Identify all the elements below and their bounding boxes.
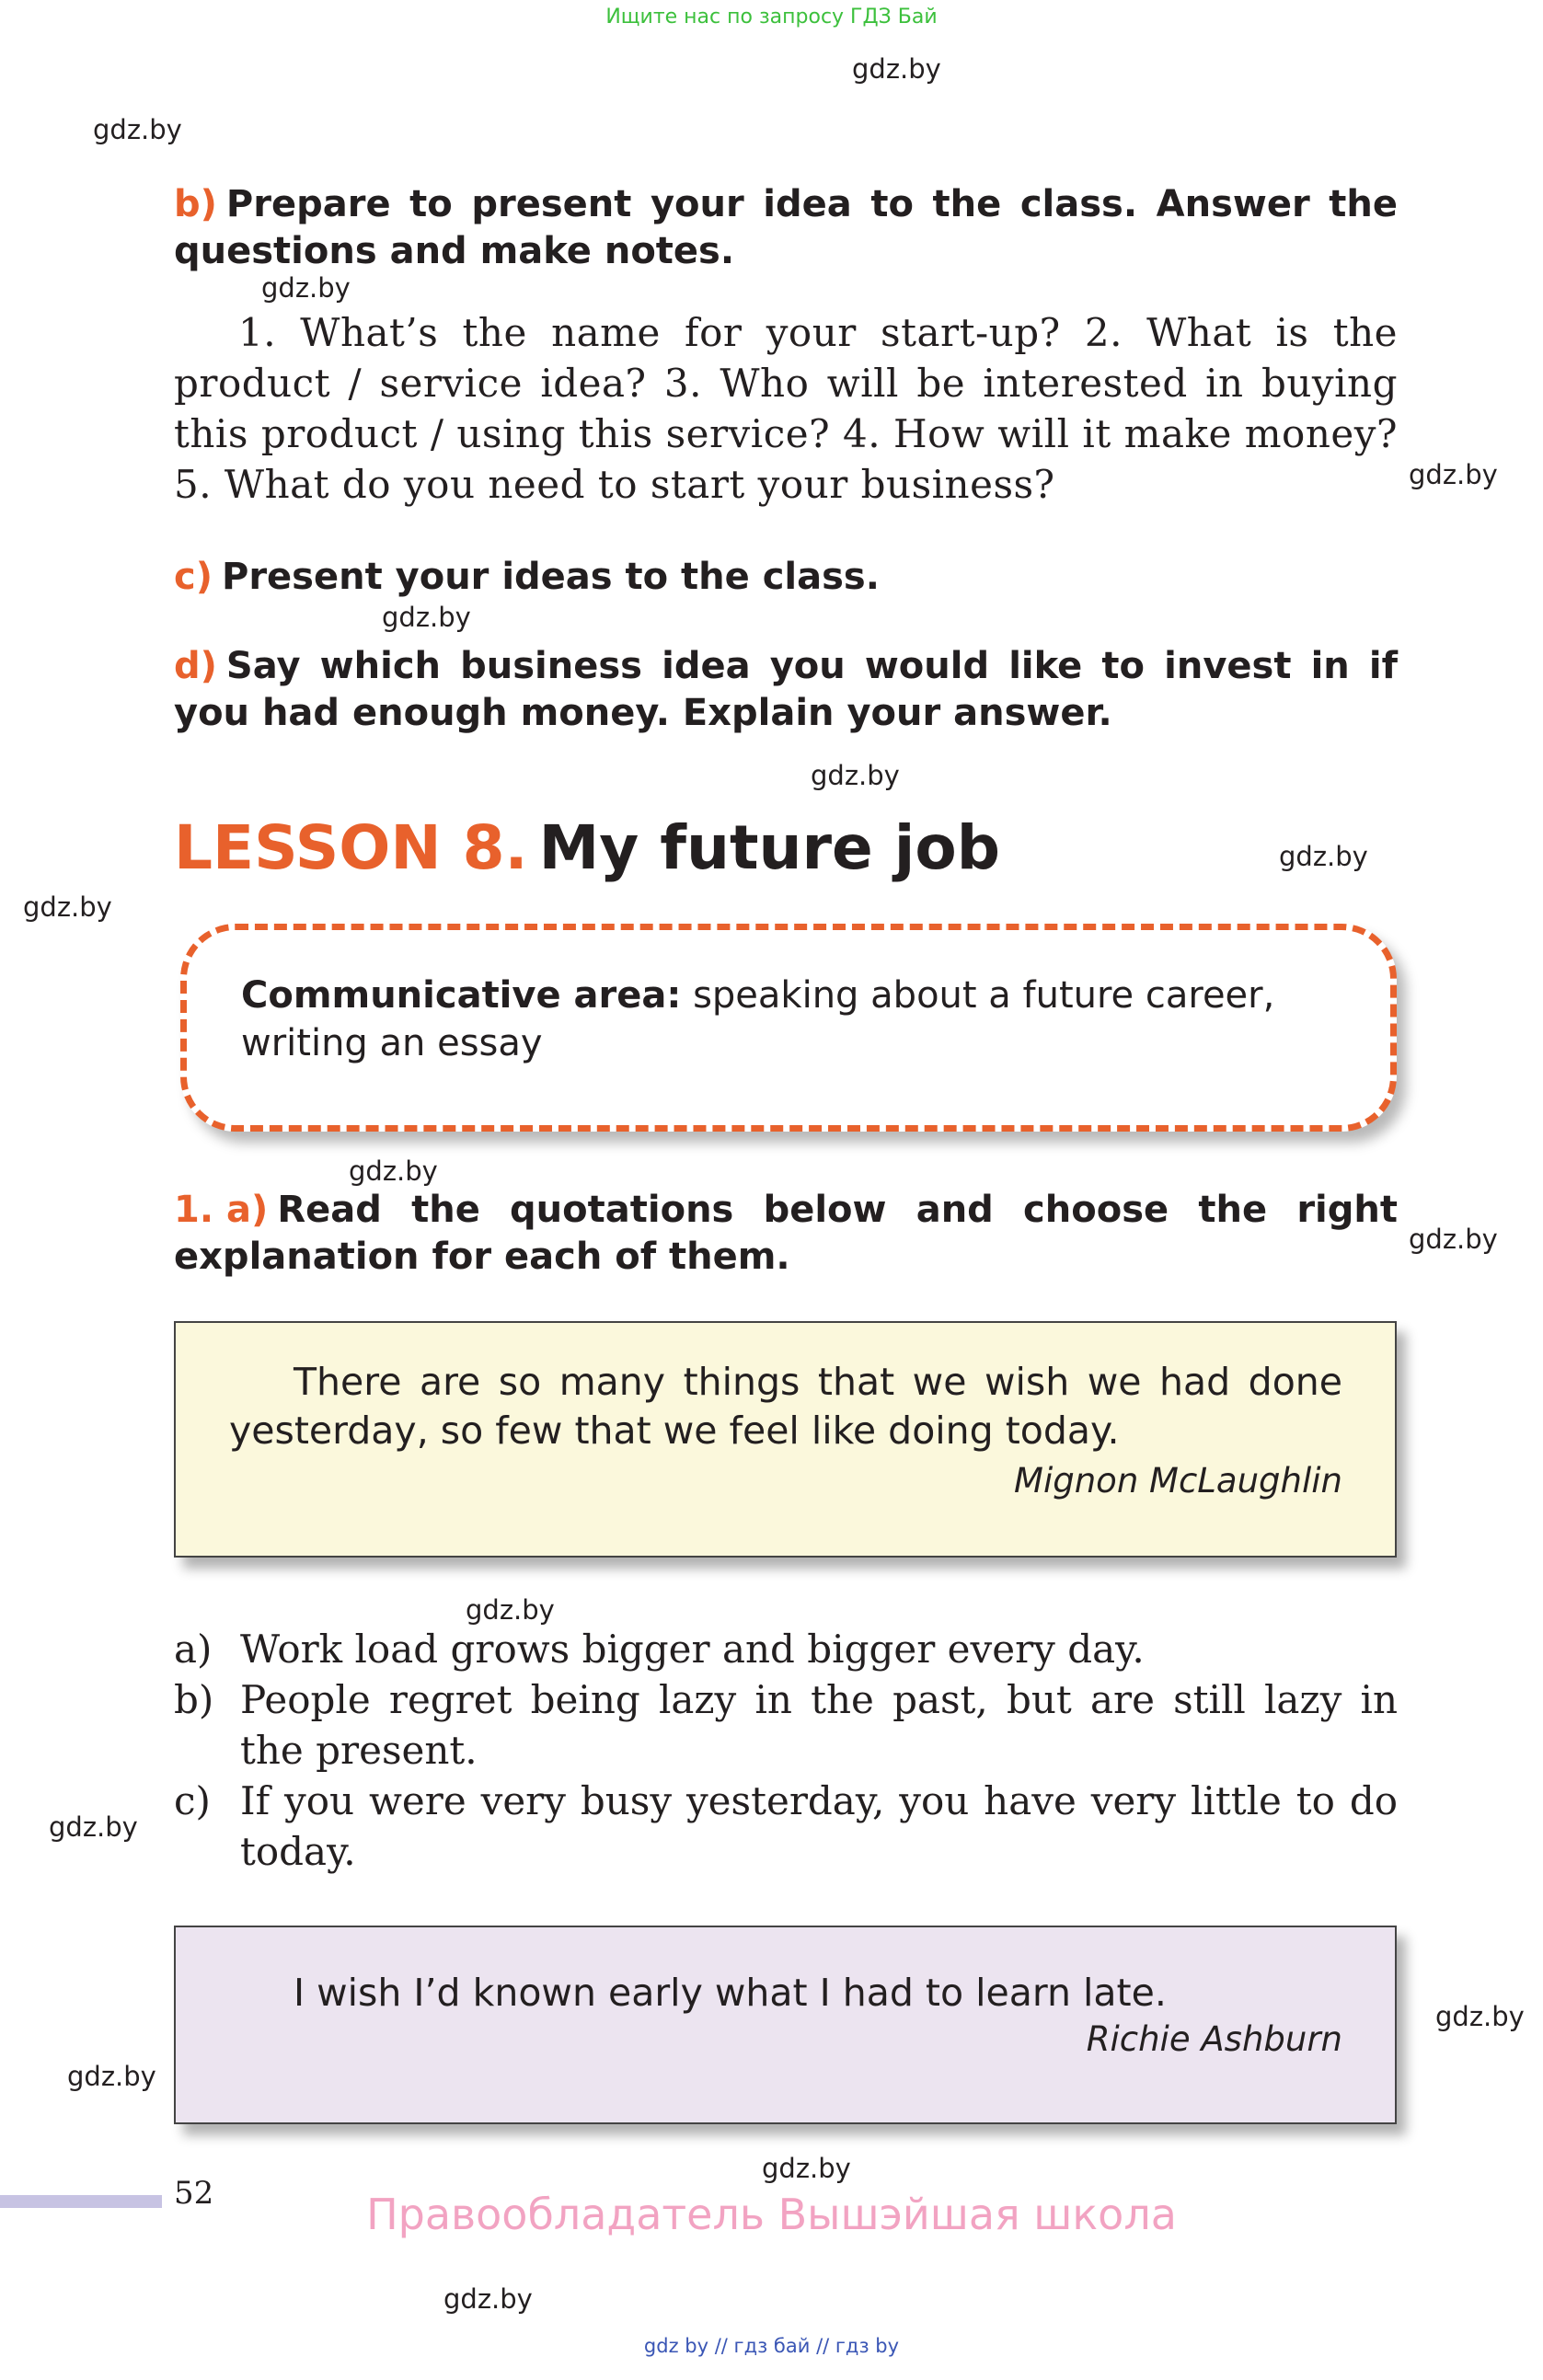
exercise-letter: a)	[226, 1189, 269, 1231]
option-b	[174, 1674, 1398, 1776]
communicative-area-description: speaking about a future career, writing an essay	[241, 974, 1275, 1064]
option-text: Work load grows bigger and bigger every day.	[240, 1627, 1145, 1672]
watermark: gdz.by	[762, 2153, 851, 2184]
watermark: gdz.by	[382, 602, 471, 633]
quote-2-text: I wish I’d known early what I had to learn late.	[294, 1971, 1167, 2015]
option-letter: c)	[174, 1778, 211, 1823]
exercise-text: Read the quotations below and choose the right explanation for each of them.	[174, 1189, 1398, 1278]
quote-2-author: Richie Ashburn	[1086, 2019, 1342, 2059]
watermark: gdz.by	[67, 2061, 156, 2092]
task-c	[174, 554, 1398, 601]
lesson-heading	[174, 811, 1000, 885]
task-text: Say which business idea you would like to invest in if you had enough money. Explain your answer.	[174, 645, 1398, 734]
top-banner: Ищите нас по запросу ГДЗ Бай	[605, 6, 938, 29]
watermark: gdz.by	[349, 1156, 438, 1187]
task-b	[174, 181, 1398, 275]
bottom-links[interactable]: gdz by // гдз бай // гдз by	[643, 2335, 900, 2357]
option-c	[174, 1776, 1398, 1877]
task-letter: c)	[174, 556, 213, 598]
exercise-1a	[174, 1187, 1398, 1281]
watermark: gdz.by	[1409, 1224, 1498, 1255]
option-letter: b)	[174, 1677, 214, 1722]
page-number: 52	[174, 2175, 214, 2212]
task-letter: b)	[174, 183, 217, 225]
lesson-title: My future job	[538, 812, 1000, 883]
option-letter: a)	[174, 1627, 213, 1672]
watermark: gdz.by	[23, 891, 112, 923]
communicative-area-text	[241, 972, 1345, 1067]
watermark: gdz.by	[443, 2283, 533, 2315]
watermark: gdz.by	[261, 272, 351, 304]
communicative-area-label: Communicative area:	[241, 974, 682, 1017]
watermark: gdz.by	[93, 114, 182, 145]
task-d	[174, 643, 1398, 737]
copyright-notice: Правообладатель Вышэйшая школа	[366, 2190, 1177, 2239]
option-text: If you were very busy yesterday, you have very little to do today.	[240, 1778, 1398, 1874]
task-letter: d)	[174, 645, 217, 687]
watermark: gdz.by	[1409, 459, 1498, 490]
option-text: People regret being lazy in the past, but are still lazy in the present.	[240, 1677, 1398, 1773]
quote-1-author: Mignon McLaughlin	[1014, 1461, 1342, 1500]
watermark: gdz.by	[1435, 2001, 1525, 2032]
task-text: Present your ideas to the class.	[222, 556, 880, 598]
questions-paragraph: 1. What’s the name for your start-up? 2. What is the product / service idea? 3. Who will be interested in buying this product / using this service? 4. How will it make money? 5. What do you need to start your business?	[174, 310, 1398, 507]
watermark: gdz.by	[852, 53, 941, 85]
watermark: gdz.by	[466, 1594, 555, 1626]
quote-1-text: There are so many things that we wish we had done yesterday, so few that we feel like doing today.	[229, 1360, 1342, 1453]
watermark: gdz.by	[811, 760, 900, 791]
lesson-number: LESSON 8.	[174, 812, 528, 883]
watermark: gdz.by	[49, 1811, 138, 1843]
watermark: gdz.by	[1279, 841, 1368, 872]
option-a	[174, 1624, 1398, 1674]
task-text: Prepare to present your idea to the class. Answer the questions and make notes.	[174, 183, 1398, 272]
exercise-number: 1.	[174, 1189, 214, 1231]
